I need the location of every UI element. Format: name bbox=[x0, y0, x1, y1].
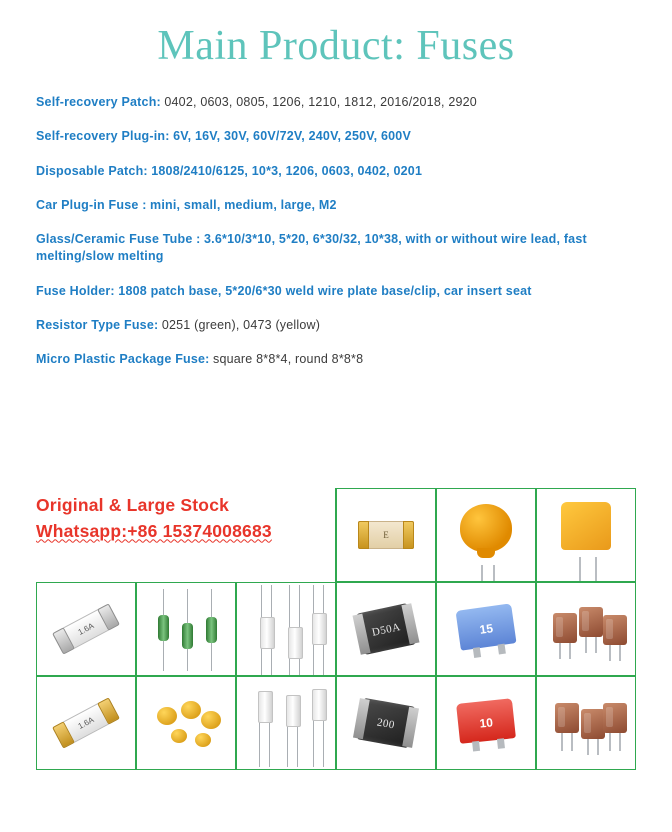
lead-wire bbox=[609, 645, 611, 661]
spec-value: 0251 (green), 0473 (yellow) bbox=[161, 317, 321, 332]
ceramic-cartridge-fuse bbox=[36, 582, 136, 676]
axial-body bbox=[158, 615, 169, 641]
lead-wire bbox=[579, 557, 581, 582]
product-flyer bbox=[0, 22, 672, 832]
orange-disc-ptc bbox=[436, 488, 536, 582]
brick-body bbox=[603, 703, 627, 733]
spec-label: Fuse Holder: bbox=[36, 283, 115, 298]
white-radial-fuses-bent-leads bbox=[236, 676, 336, 770]
blade-body bbox=[456, 698, 516, 744]
square-yellow-art bbox=[561, 502, 611, 550]
spec-value: 1808 patch base, 5*20/6*30 weld wire plate base/clip, car insert seat bbox=[118, 283, 532, 298]
lead-wire bbox=[587, 739, 589, 755]
cap-body bbox=[195, 733, 211, 747]
yellow-square-ptc bbox=[536, 488, 636, 582]
black-smd-art bbox=[356, 603, 416, 655]
radial-fuse-body bbox=[312, 689, 327, 721]
cartridge-body bbox=[52, 697, 120, 748]
brick-body bbox=[553, 613, 577, 643]
disc-body bbox=[460, 504, 512, 552]
lead-wire bbox=[559, 643, 561, 659]
cap-body bbox=[181, 701, 201, 719]
lead-wire bbox=[619, 645, 621, 661]
lead-wire bbox=[585, 637, 587, 653]
chip-body bbox=[358, 521, 414, 549]
product-image-row bbox=[36, 676, 636, 770]
cap-body bbox=[171, 729, 187, 743]
lead-wire bbox=[493, 565, 495, 582]
smd-body bbox=[356, 603, 416, 655]
gold-cap-glass-fuse bbox=[36, 676, 136, 770]
whatsapp-contact[interactable]: Whatsapp:+86 15374008683 bbox=[36, 521, 272, 542]
black-smd-fuse-200 bbox=[336, 676, 436, 770]
chip-marking: E bbox=[383, 530, 389, 540]
spec-row bbox=[36, 94, 646, 111]
spec-value: 6V, 16V, 30V, 60V/72V, 240V, 250V, 600V bbox=[173, 129, 411, 144]
radial-fuse-body bbox=[260, 617, 275, 649]
spec-row bbox=[36, 163, 646, 180]
yellow-dip-capacitors bbox=[136, 676, 236, 770]
spec-label: Self-recovery Patch: bbox=[36, 95, 161, 109]
blade-body bbox=[455, 603, 516, 650]
axial-body bbox=[182, 623, 193, 649]
spec-value: 0402, 0603, 0805, 1206, 1210, 1812, 2016/2018, 2920 bbox=[164, 95, 477, 109]
red-blade-fuse bbox=[436, 676, 536, 770]
smd-marking: D50A bbox=[370, 620, 402, 639]
blade-rating: 15 bbox=[478, 620, 494, 637]
spec-value: 3.6*10/3*10, 5*20, 6*30/32, 10*38, with or without wire lead, fast melting/slow melting bbox=[36, 232, 587, 264]
cap-body bbox=[201, 711, 221, 729]
blade-fuse-art bbox=[456, 698, 516, 744]
disc-art bbox=[460, 504, 512, 552]
stock-note: Original & Large Stock bbox=[36, 495, 230, 515]
cartridge-art bbox=[52, 603, 120, 654]
brick-body bbox=[603, 615, 627, 645]
spec-row bbox=[36, 128, 646, 145]
product-image-row bbox=[36, 582, 636, 676]
radial-fuse-body bbox=[312, 613, 327, 645]
spec-label: Resistor Type Fuse: bbox=[36, 317, 159, 332]
white-radial-fuses bbox=[236, 582, 336, 676]
blade-rating: 10 bbox=[478, 714, 494, 731]
spec-value: mini, small, medium, large, M2 bbox=[150, 197, 337, 212]
brick-body bbox=[579, 607, 603, 637]
brick-body bbox=[581, 709, 605, 739]
lead-wire bbox=[595, 557, 597, 582]
lead-wire bbox=[609, 733, 611, 751]
radial-fuse-body bbox=[288, 627, 303, 659]
spec-label: Micro Plastic Package Fuse: bbox=[36, 352, 210, 366]
cartridge-marking: 1.6A bbox=[76, 715, 96, 731]
spec-label: Glass/Ceramic Fuse Tube : bbox=[36, 232, 201, 246]
spec-row bbox=[36, 317, 646, 334]
blade-legs bbox=[473, 644, 506, 658]
lead-wire bbox=[571, 733, 573, 751]
spec-value: 1808/2410/6125, 10*3, 1206, 0603, 0402, 0201 bbox=[151, 163, 423, 178]
brick-body bbox=[555, 703, 579, 733]
blade-fuse-art bbox=[455, 603, 516, 650]
lead-wire bbox=[481, 565, 483, 582]
smd-chip-fuse bbox=[336, 488, 436, 582]
lead-wire bbox=[569, 643, 571, 659]
green-axial-fuse-resistors bbox=[136, 582, 236, 676]
cap-body bbox=[157, 707, 177, 725]
radial-fuse-body bbox=[286, 695, 301, 727]
cartridge-body bbox=[52, 603, 120, 654]
brown-radial-fuse-blocks bbox=[536, 582, 636, 676]
blade-legs bbox=[472, 738, 505, 751]
smd-chip-fuse-art bbox=[358, 521, 414, 549]
smd-marking: 200 bbox=[375, 716, 396, 732]
brown-radial-fuse-blocks-2 bbox=[536, 676, 636, 770]
spec-label: Car Plug-in Fuse : bbox=[36, 197, 147, 212]
blue-blade-fuse bbox=[436, 582, 536, 676]
black-smd-art bbox=[357, 698, 416, 748]
axial-body bbox=[206, 617, 217, 643]
radial-fuse-body bbox=[258, 691, 273, 723]
spec-row bbox=[36, 231, 646, 266]
spec-value: square 8*8*4, round 8*8*8 bbox=[213, 352, 364, 366]
lead-wire bbox=[561, 733, 563, 751]
lead-wire bbox=[597, 739, 599, 755]
spec-row bbox=[36, 351, 646, 368]
square-body bbox=[561, 502, 611, 550]
smd-body bbox=[357, 698, 416, 748]
spec-row bbox=[36, 197, 646, 214]
spec-list bbox=[0, 94, 672, 368]
lead-wire bbox=[595, 637, 597, 653]
spec-label: Self-recovery Plug-in: bbox=[36, 129, 170, 144]
lead-wire bbox=[619, 733, 621, 751]
contact-block bbox=[36, 492, 326, 545]
cartridge-marking: 1.6A bbox=[76, 621, 96, 637]
black-smd-fuse-marked bbox=[336, 582, 436, 676]
spec-label: Disposable Patch: bbox=[36, 163, 148, 178]
page-title: Main Product: Fuses bbox=[157, 23, 515, 69]
spec-row bbox=[36, 283, 646, 300]
cartridge-art bbox=[52, 697, 120, 748]
